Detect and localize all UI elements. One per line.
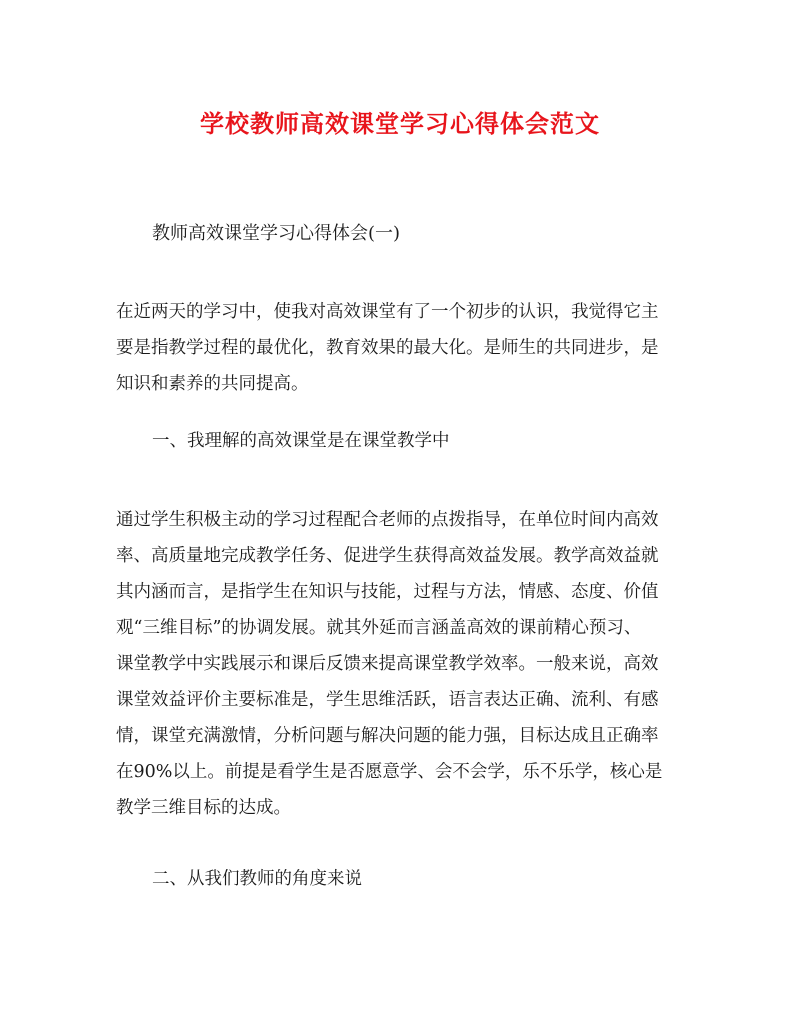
paragraph-line: 率、高质量地完成教学任务、促进学生获得高效益发展。教学高效益就 — [116, 546, 659, 566]
document-title: 学校教师高效课堂学习心得体会范文 — [200, 109, 600, 138]
section-heading-1: 一、我理解的高效课堂是在课堂教学中 — [152, 431, 450, 451]
paragraph-intro — [116, 294, 688, 402]
paragraph-line: 课堂教学中实践展示和课后反馈来提高课堂教学效率。一般来说，高效 — [116, 654, 659, 674]
paragraph-line: 课堂效益评价主要标准是，学生思维活跃，语言表达正确、流利、有感 — [116, 690, 659, 710]
section-heading-2: 二、从我们教师的角度来说 — [152, 869, 362, 889]
paragraph-line: 在近两天的学习中，使我对高效课堂有了一个初步的认识，我觉得它主 — [116, 302, 659, 322]
paragraph-line: 知识和素养的共同提高。 — [116, 374, 309, 394]
paragraph-line: 情，课堂充满激情，分析问题与解决问题的能力强，目标达成且正确率 — [116, 726, 659, 746]
paragraph-line: 在90%以上。前提是看学生是否愿意学、会不会学，乐不乐学，核心是 — [116, 762, 663, 782]
paragraph-line: 教学三维目标的达成。 — [116, 798, 291, 818]
paragraph-definition — [116, 502, 688, 826]
paragraph-line: 要是指教学过程的最优化，教育效果的最大化。是师生的共同进步，是 — [116, 338, 659, 358]
paragraph-line: 观“三维目标”的协调发展。就其外延而言涵盖高效的课前精心预习、 — [116, 618, 642, 638]
paragraph-line: 其内涵而言，是指学生在知识与技能，过程与方法，情感、态度、价值 — [116, 582, 659, 602]
paragraph-line: 通过学生积极主动的学习过程配合老师的点拨指导，在单位时间内高效 — [116, 510, 659, 530]
section-subtitle: 教师高效课堂学习心得体会(一) — [152, 223, 401, 244]
